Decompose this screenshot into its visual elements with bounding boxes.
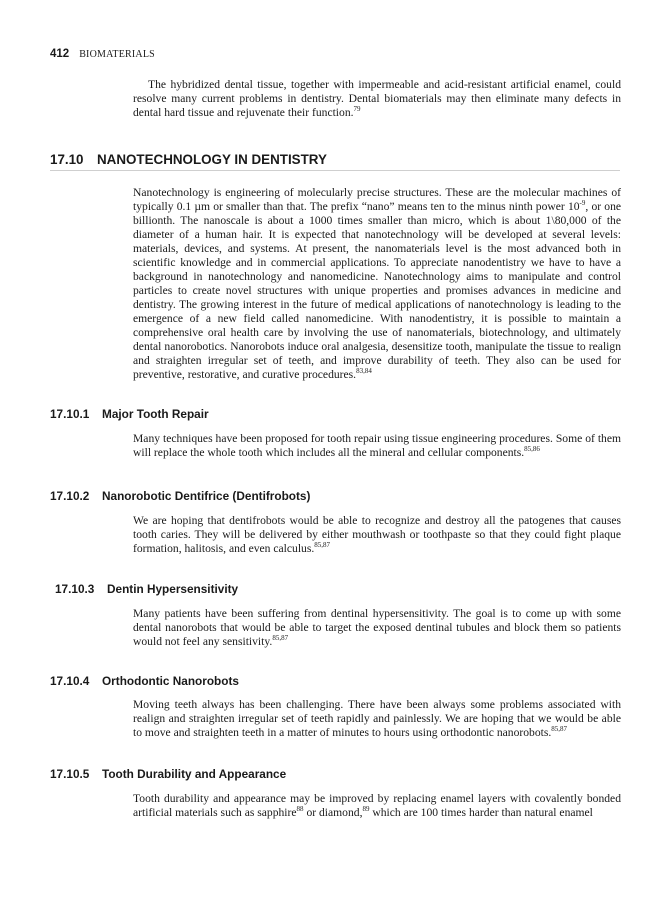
subsection-title: Dentin Hypersensitivity xyxy=(107,582,239,596)
section-exponent: -9 xyxy=(579,199,586,207)
subsection-heading-5 xyxy=(50,767,286,781)
subsection-text: Moving teeth always has been challenging. There have been always some problems associated with realign and straighten irregular set of teeth rapidly and painlessly. We are hoping that we would be able to move and straighten teeth in a matter of minutes to hours using orthodontic nanorobots. xyxy=(133,698,621,739)
subsection-heading-1 xyxy=(50,407,209,421)
subsection-paragraph-2 xyxy=(133,514,621,556)
intro-text: The hybridized dental tissue, together with impermeable and acid-resistant artificial enamel, could resolve many current problems in dentistry. Dental biomaterials may then eliminate many defects in dental hard tissue and rejuvenate their function. xyxy=(133,78,621,119)
subsection-number: 17.10.2 xyxy=(50,489,90,503)
section-title: NANOTECHNOLOGY IN DENTISTRY xyxy=(97,152,327,167)
subsection-title: Tooth Durability and Appearance xyxy=(102,767,287,781)
section-number: 17.10 xyxy=(50,152,84,167)
running-head xyxy=(50,48,155,60)
subsection-heading-3 xyxy=(55,582,238,596)
subsection-ref-a: 88 xyxy=(296,805,304,813)
subsection-number: 17.10.5 xyxy=(50,767,90,781)
subsection-heading-4 xyxy=(50,674,239,688)
intro-paragraph xyxy=(133,78,621,120)
section-ref: 83,84 xyxy=(356,367,372,375)
subsection-paragraph-5 xyxy=(133,792,621,820)
subsection-title: Orthodontic Nanorobots xyxy=(102,674,239,688)
section-heading xyxy=(50,152,620,171)
subsection-ref: 85,87 xyxy=(551,725,568,733)
section-text-a: Nanotechnology is engineering of molecularly precise structures. These are the molecular machines of typically 0.1 µm or smaller than that. The prefix “nano” means ten to the minus ninth power 10 xyxy=(133,186,621,213)
page-number: 412 xyxy=(50,48,70,60)
subsection-text: Many patients have been suffering from dentinal hypersensitivity. The goal is to come up with some dental nanorobots that would be able to target the exposed dentinal tubules and block them so patients would not feel any sensitivity. xyxy=(133,607,621,648)
subsection-text: Many techniques have been proposed for tooth repair using tissue engineering procedures. Some of them will replace the whole tooth which includes all the mineral and cellular components. xyxy=(133,432,621,459)
subsection-heading-2 xyxy=(50,489,310,503)
section-text-b: , or one billionth. The nanoscale is about a 1000 times smaller than micro, which is about 1\80,000 of the diameter of a human hair. It is expected that nanotechnology will be developed at several levels: materials, devices, and systems. At present, the nanomaterials level is the most advanced both in scientific knowledge and in commercial applications. To appreciate nanodentistry we have to have a background in nanotechnology and nanomedicine. Nanotechnology aims to manipulate and control particles to create novel structures with unique properties and promises advances in medicine and dentistry. The growing interest in the future of medical applications of nanotechnology is leading to the emergence of a new field called nanomedicine. With nanodentistry, it is possible to maintain a comprehensive oral health care by involving the use of nanomaterials, biotechnology, and ultimately dental nanorobotics. Nanorobots induce oral analgesia, desensitize tooth, manipulate the tissue to realign and straighten irregular set of teeth, and improve durability of teeth. They also can be used for preventive, restorative, and curative procedures. xyxy=(133,200,622,381)
running-title: BIOMATERIALS xyxy=(79,49,155,60)
subsection-title: Major Tooth Repair xyxy=(102,407,209,421)
subsection-text-a: Tooth durability and appearance may be improved by replacing enamel layers with covalently bonded artificial materials such as sapphire xyxy=(133,792,621,819)
subsection-text: We are hoping that dentifrobots would be able to recognize and destroy all the patogenes that causes tooth caries. They will be delivered by either mouthwash or toothpaste so that they could fight plaque formation, halitosis, and even calculus. xyxy=(133,514,621,555)
subsection-ref: 85,87 xyxy=(272,634,289,642)
subsection-ref: 85,87 xyxy=(314,541,331,549)
subsection-text-b: or diamond, xyxy=(303,806,363,819)
subsection-paragraph-1 xyxy=(133,432,621,460)
subsection-ref-b: 89 xyxy=(362,805,370,813)
subsection-title: Nanorobotic Dentifrice (Dentifrobots) xyxy=(102,489,311,503)
subsection-ref: 85,86 xyxy=(524,445,540,453)
subsection-paragraph-4 xyxy=(133,698,621,740)
subsection-text-c: which are 100 times harder than natural enamel xyxy=(369,806,593,819)
subsection-number: 17.10.4 xyxy=(50,674,90,688)
section-paragraph xyxy=(133,186,621,382)
subsection-paragraph-3 xyxy=(133,607,621,649)
subsection-number: 17.10.1 xyxy=(50,407,90,421)
intro-ref: 79 xyxy=(353,105,361,113)
subsection-number: 17.10.3 xyxy=(55,582,95,596)
